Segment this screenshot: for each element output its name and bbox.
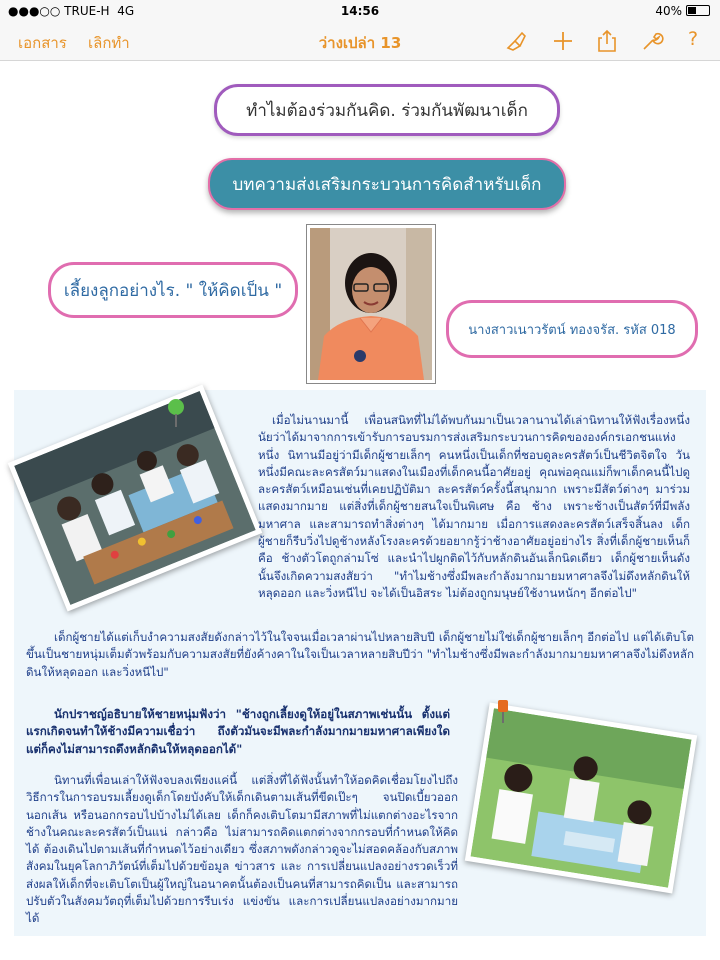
network-type: 4G (117, 4, 135, 18)
pushpin-icon (495, 700, 511, 724)
documents-button[interactable]: เอกสาร (18, 34, 67, 52)
document-title[interactable]: ว่างเปล่า 13 (318, 34, 402, 52)
headline-pill[interactable]: ทำไมต้องร่วมกันคิด. ร่วมกันพัฒนาเด็ก (214, 84, 560, 136)
plus-icon[interactable] (550, 28, 576, 54)
article-paragraph-4[interactable]: นิทานที่เพื่อนเล่าให้ฟังจบลงเพียงแค่นี้ แต่สิ่งที่ได้ฟังนั้นทำให้อดคิดเชื่อมโยงไปถึงวิธีการในการอบรมเลี้ยงดูเด็กโดยบังคับให้เด็กเดินตามเส้นที่ขีดเป๊ะๆ จนปิดเบี้ยวออกนอกเส้น หรือนอกกรอบไปบ้างไม่ได้เลย เด็กก็คงเติบโตมามีสภาพที่ไม่แตกต่างอะไรจากช้างในคณะละครสัตว์เป็นแน่ กล่าวคือ ไม่สามารถคิดแตกต่างจากกรอบที่กำหนดให้คิดได้ ต้องเดินไปตามเส้นที่กำหนดไว้อย่างเดียว ซึ่งสภาพดังกล่าวดูจะไม่สอดคล้องกับสภาพสังคมในยุคโลกาภิวัตน์ที่เต็มไปด้วยข้อมูล ข่าวสาร และ การเปลี่ยนแปลงอย่างรวดเร็วที่ส่งผลให้เด็กที่จะเติบโตเป็นผู้ใหญ่ในอนาคตนั้นต้องเป็นคนที่สามารถคิดเป็น และสามารถปรับตัวในสังคมวัตถุที่เต็มไปด้วยการรีบเร่ง แข่งขัน และการเปลี่ยนแปลงอย่างมากมายได้ (26, 773, 458, 926)
share-icon[interactable] (594, 28, 620, 54)
photo-image (470, 708, 691, 887)
battery-icon (686, 5, 710, 16)
tagline-pill[interactable]: เลี้ยงลูกอย่างไร. " ให้คิดเป็น " (48, 262, 298, 318)
undo-button[interactable]: เลิกทำ (88, 34, 130, 52)
clock: 14:56 (340, 4, 380, 18)
battery-indicator (655, 4, 710, 18)
author-pill[interactable]: นางสาวเนาวรัตน์ ทองจรัส. รหัส 018 (446, 300, 698, 358)
article-paragraph-2[interactable]: เด็กผู้ชายได้แต่เก็บงำความสงสัยดังกล่าวไว้ในใจจนเมื่อเวลาผ่านไปหลายสิบปี เด็กผู้ชายไม่ใช่เด็กผู้ชายเล็กๆ อีกต่อไป แต่ได้เติบโตขึ้นเป็นชายหนุ่มเต็มตัวพร้อมกับความสงสัยที่ยังค้างคาในใจเป็นเวลาหลายสิบปีว่า "ทำไมช้างซึ่งมีพละกำลังมากมายมหาศาลจึงไม่ดึงหลักดินให้หลุดออก และวิ่งหนีไป" (26, 630, 694, 679)
article-paragraph-3[interactable]: นักปราชญ์อธิบายให้ชายหนุ่มฟังว่า "ช้างถูกเลี้ยงดูให้อยู่ในสภาพเช่นนั้น ตั้งแต่แรกเกิดจนทำให้ช้างมีความเชื่อว่า ถึงตัวมันจะมีพละกำลังมากมายมหาศาลเพียงใด แต่ก็คงไม่สามารถดึงหลักดินให้หลุดออกได้" (26, 707, 450, 756)
paintbrush-icon[interactable] (503, 28, 529, 54)
portrait-image (310, 228, 432, 380)
wrench-icon[interactable] (639, 28, 665, 54)
article-paragraph-1[interactable]: เมื่อไม่นานมานี้ เพื่อนสนิทที่ไม่ได้พบกันมาเป็นเวลานานได้เล่านิทานให้ฟังเรื่องหนึ่ง นัยว่าได้มาจากการเข้ารับการอบรมการส่งเสริมกระบวนการคิดขององค์กรเอกชนแห่งหนึ่ง นิทานมีอยู่ว่ามีเด็กผู้ชายเล็กๆ คนหนึ่งเป็นเด็กที่ชอบดูละครสัตว์เป็นชีวิตจิตใจ วันหนึ่งมีคณะละครสัตว์มาแสดงในเมืองที่เด็กคนนี้อาศัยอยู่ คุณพ่อคุณแม่ก็พาเด็กคนนี้ไปดูละครสัตว์เหมือนเช่นที่เคยปฏิบัติมา ละครสัตว์ครั้งนี้สนุกมาก เพราะมีสัตว์ต่างๆ มาร่วมแสดงมากมาย แต่สิ่งที่เด็กผู้ชายสนใจเป็นพิเศษ คือ ช้าง เพราะช้างเป็นสัตว์ที่มีพลังมหาศาล และสามารถทำสิ่งต่างๆ ได้มากมาย เมื่อการแสดงละครสัตว์เสร็จสิ้นลง เด็กผู้ชายก็รีบวิ่งไปดูช้างหลังโรงละครด้วยอยากรู้ว่าช้างอาศัยอยู่อย่างไร สิ่งที่เด็กผู้ชายเห็นก็คือ ช้างตัวโตถูกล่ามโซ่ และนำไปผูกติดไว้กับหลักดินอันเล็กนิดเดียว เด็กผู้ชายเห็นดังนั้นจึงเกิดความสงสัยว่า "ทำไมช้างซึ่งมีพละกำลังมากมายมหาศาลจึงไม่ดึงหลักดินให้หลุดออก และวิ่งหนีไป จะได้เป็นอิสระ ไม่ต้องถูกมนุษย์ใช้งานหนักๆ อีกต่อไป" (258, 413, 690, 600)
battery-percent: 40% (655, 4, 682, 18)
pushpin-icon (165, 398, 187, 428)
help-icon[interactable]: ? (688, 28, 699, 50)
classroom-photo-2[interactable] (465, 703, 697, 894)
carrier-signal: ●●●○○ TRUE-H 4G (8, 4, 135, 18)
app-toolbar (0, 22, 720, 61)
subtitle-pill[interactable]: บทความส่งเสริมกระบวนการคิดสำหรับเด็ก (208, 158, 566, 210)
status-bar (0, 0, 720, 22)
author-portrait[interactable] (306, 224, 436, 384)
